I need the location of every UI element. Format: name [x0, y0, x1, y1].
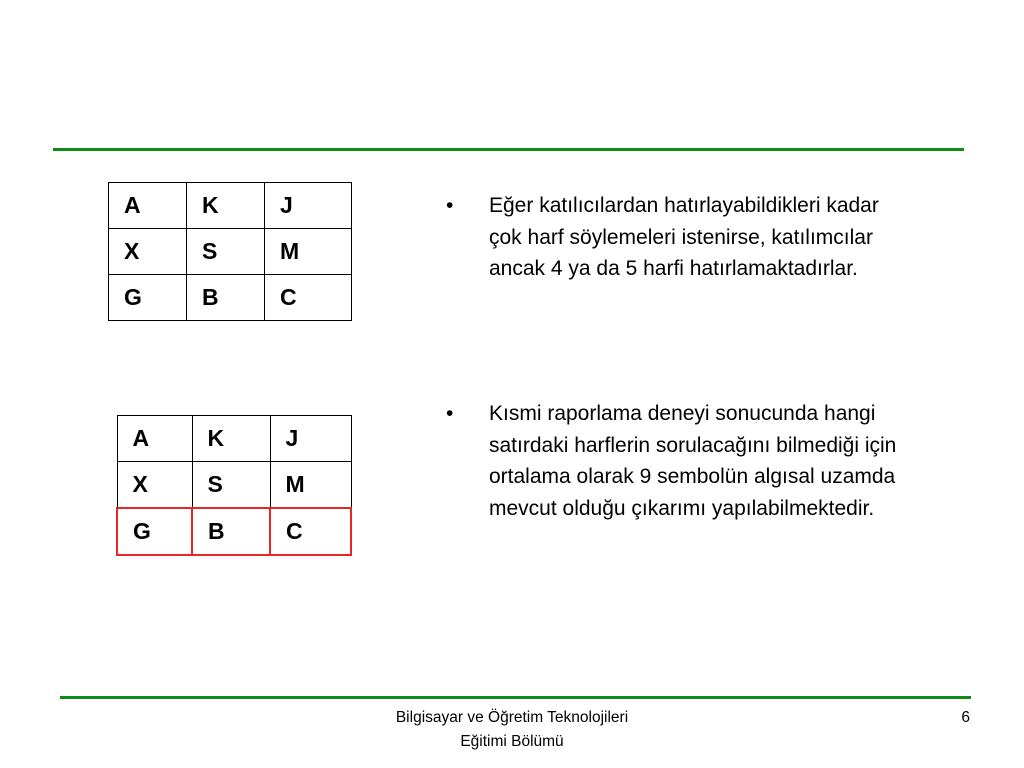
table-cell: G	[109, 275, 187, 321]
bullet-marker: •	[446, 402, 454, 425]
table-cell: A	[109, 183, 187, 229]
table-cell: G	[117, 508, 192, 555]
table-row	[109, 229, 352, 275]
bullet-line: satırdaki harflerin sorulacağını bilmediği için	[489, 433, 897, 457]
table-row	[109, 275, 352, 321]
table-row	[117, 462, 351, 509]
table-cell: M	[270, 462, 351, 509]
bullet-line: Kısmi raporlama deneyi sonucunda hangi	[489, 402, 876, 425]
table-cell: J	[270, 416, 351, 462]
bottom-divider	[60, 696, 971, 699]
table-cell: S	[187, 229, 265, 275]
footer-line: Bilgisayar ve Öğretim Teknolojileri	[395, 709, 629, 726]
bullet-marker: •	[446, 194, 454, 217]
footer-line: Eğitimi Bölümü	[460, 733, 564, 750]
top-divider	[53, 148, 964, 151]
highlighted-table-row	[117, 508, 351, 555]
table-cell: M	[265, 229, 352, 275]
bullet-line: ancak 4 ya da 5 harfi hatırlamaktadırlar.	[489, 257, 858, 280]
table-cell: K	[187, 183, 265, 229]
bullet-line: mevcut olduğu çıkarımı yapılabilmektedir.	[489, 496, 875, 520]
table-cell: K	[192, 416, 270, 462]
bullet-line: çok harf söylemeleri istenirse, katılımcılar	[489, 225, 873, 249]
table-cell: B	[192, 508, 270, 555]
letter-grid-partial-report	[116, 415, 352, 556]
footer-department	[300, 706, 724, 754]
bullet-line: Eğer katılıcılardan hatırlayabildikleri kadar	[489, 194, 879, 217]
table-cell: C	[265, 275, 352, 321]
table-cell: J	[265, 183, 352, 229]
letter-grid-full	[108, 182, 352, 321]
bullet-text	[489, 190, 984, 285]
table-cell: B	[187, 275, 265, 321]
table-cell: C	[270, 508, 351, 555]
table-cell: S	[192, 462, 270, 509]
table-row	[117, 416, 351, 462]
table-cell: X	[109, 229, 187, 275]
bullet-text	[489, 398, 984, 524]
table-cell: X	[117, 462, 192, 509]
table-row	[109, 183, 352, 229]
table-cell: A	[117, 416, 192, 462]
bullet-line: ortalama olarak 9 sembolün algısal uzamda	[489, 465, 896, 488]
page-number: 6	[961, 709, 970, 726]
